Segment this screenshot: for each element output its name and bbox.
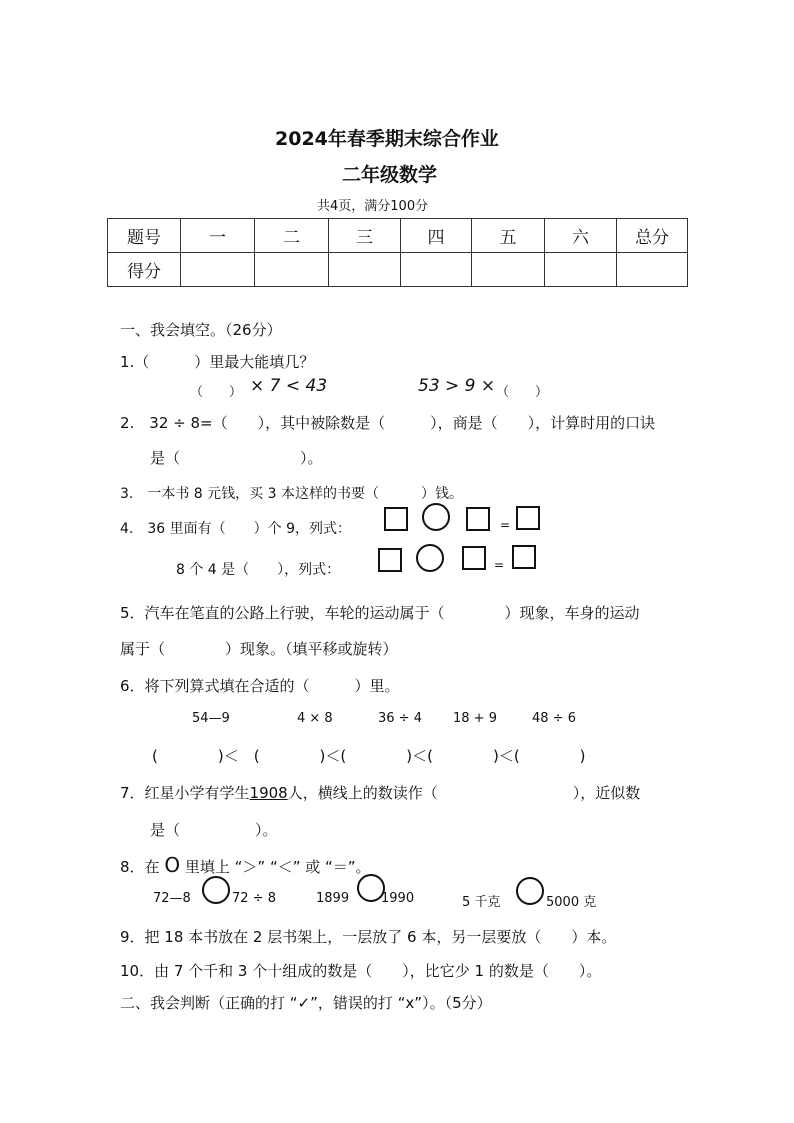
question-6-text: 6．将下列算式填在合适的（ ）里。	[120, 677, 400, 695]
score-cell: 二	[255, 219, 329, 253]
score-cell: 题号	[108, 219, 181, 253]
square-blank[interactable]	[512, 545, 536, 569]
question-1-text: 1.（ ）里最大能填几？	[120, 353, 315, 371]
question-4-line2: 8 个 4 是（ ），列式：	[176, 562, 341, 578]
q6-order-line[interactable]: ( )＜ ( )＜( )＜( )＜( )	[152, 747, 586, 765]
square-blank[interactable]	[516, 506, 540, 530]
square-blank[interactable]	[462, 546, 486, 570]
score-cell: 三	[329, 219, 401, 253]
q1-left-expression: × 7 < 43	[250, 376, 328, 396]
page-info: 共4页，满分100分	[317, 199, 429, 214]
square-blank[interactable]	[466, 507, 490, 531]
q1-right-expression: 53 > 9 ×	[418, 376, 496, 396]
question-7-line2: 是（ ）。	[150, 821, 278, 839]
q8-left-value: 72—8	[153, 891, 191, 906]
q8-left-value: 1899	[316, 891, 350, 906]
question-5-line1: 5．汽车在笔直的公路上行驶，车轮的运动属于（ ）现象，车身的运动	[120, 604, 640, 622]
q8-right-value: 1990	[381, 891, 415, 906]
q8-right-value: 5000 克	[546, 895, 597, 910]
circle-blank[interactable]	[202, 876, 230, 904]
question-9-text: 9．把 18 本书放在 2 层书架上，一层放了 6 本，另一层要放（ ）本。	[120, 928, 617, 946]
question-10-text: 10．由 7 个千和 3 个十组成的数是（ ），比它少 1 的数是（ ）。	[120, 962, 602, 980]
score-input-cell[interactable]	[545, 253, 617, 287]
question-7-line1	[120, 782, 640, 803]
q7-prefix: 7．红星小学有学生	[120, 784, 250, 802]
question-2-line1: 2. 32 ÷ 8=（ ），其中被除数是（ ），商是（ ），计算时用的口诀	[120, 414, 656, 432]
score-cell: 一	[181, 219, 255, 253]
q6-expression: 54—9	[192, 711, 230, 726]
score-input-cell[interactable]	[401, 253, 472, 287]
page-subtitle: 二年级数学	[342, 164, 438, 186]
score-table-header-row	[108, 219, 688, 253]
score-cell: 五	[472, 219, 545, 253]
question-5-line2: 属于（ ）现象。（填平移或旋转）	[120, 640, 398, 658]
q6-expression: 48 ÷ 6	[532, 711, 576, 726]
q6-expression: 18 + 9	[453, 711, 497, 726]
q6-expression: 4 × 8	[297, 711, 333, 726]
score-input-cell[interactable]	[255, 253, 329, 287]
score-input-cell[interactable]	[181, 253, 255, 287]
circle-symbol: O	[164, 853, 181, 877]
circle-blank[interactable]	[422, 503, 450, 531]
circle-blank[interactable]	[516, 877, 544, 905]
question-8-text	[120, 853, 371, 877]
q6-expression: 36 ÷ 4	[378, 711, 422, 726]
score-cell: 六	[545, 219, 617, 253]
q8-prefix: 8．在	[120, 858, 160, 876]
equals-sign: =	[494, 558, 505, 572]
score-input-cell[interactable]	[617, 253, 688, 287]
score-cell: 四	[401, 219, 472, 253]
q8-right-value: 72 ÷ 8	[232, 891, 276, 906]
q8-suffix: 里填上 “＞” “＜” 或 “＝”。	[184, 858, 371, 876]
question-3-text: 3. 一本书 8 元钱，买 3 本这样的书要（ ）钱。	[120, 486, 463, 502]
circle-blank[interactable]	[416, 544, 444, 572]
score-input-cell[interactable]	[472, 253, 545, 287]
section1-heading: 一、我会填空。（26分）	[120, 321, 282, 339]
page-title: 2024年春季期末综合作业	[275, 128, 499, 150]
q1-right-blank[interactable]: （ ）	[496, 385, 549, 400]
score-table	[107, 218, 688, 287]
score-cell: 得分	[108, 253, 181, 287]
square-blank[interactable]	[384, 507, 408, 531]
score-input-cell[interactable]	[329, 253, 401, 287]
section2-heading: 二、我会判断（正确的打 “✓”，错误的打 “x”）。（5分）	[120, 994, 492, 1012]
q1-left-blank[interactable]: （ ）	[190, 385, 243, 400]
question-2-line2: 是（ ）。	[150, 449, 323, 467]
q7-suffix: 人，横线上的数读作（ ），近似数	[287, 784, 641, 802]
score-cell: 总分	[617, 219, 688, 253]
question-4-line1: 4. 36 里面有（ ）个 9，列式：	[120, 521, 351, 537]
equals-sign: =	[500, 518, 511, 532]
square-blank[interactable]	[378, 548, 402, 572]
q8-left-value: 5 千克	[462, 895, 501, 910]
q7-number: 1908	[249, 784, 288, 802]
score-table-score-row	[108, 253, 688, 287]
